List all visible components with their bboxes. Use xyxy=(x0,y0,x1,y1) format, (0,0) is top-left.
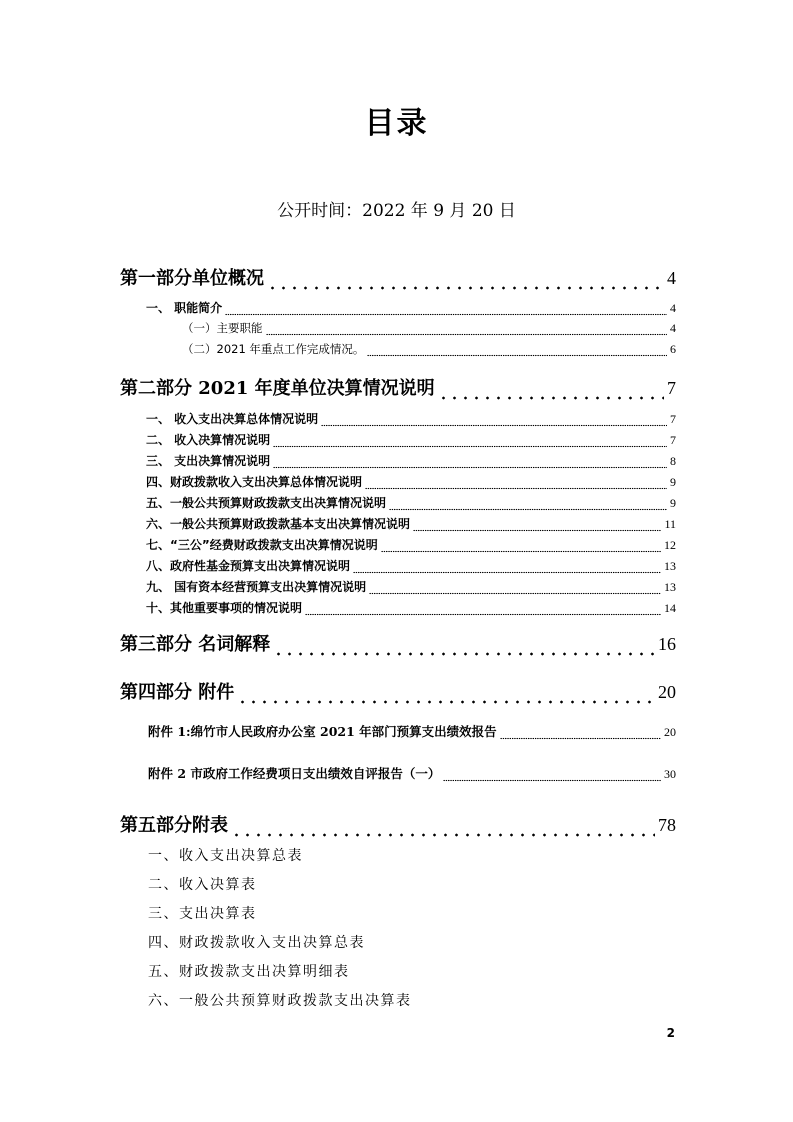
toc-leader-dots xyxy=(369,583,661,595)
toc-item-page: 8 xyxy=(670,454,676,468)
toc-item-label: 六、一般公共预算财政拨款基本支出决算情况说明 xyxy=(146,517,411,531)
toc-leader-dots xyxy=(365,478,667,490)
toc-part5[interactable] xyxy=(120,811,676,837)
toc-item[interactable] xyxy=(146,452,676,469)
toc-item-label: 二、 收入决算情况说明 xyxy=(146,433,271,447)
toc-part2-page: 7 xyxy=(667,378,676,398)
toc-item-label: 一、 收入支出决算总体情况说明 xyxy=(146,412,319,426)
toc-item[interactable] xyxy=(146,494,676,511)
toc-part5-page: 78 xyxy=(658,815,676,835)
toc-item[interactable] xyxy=(146,473,676,490)
toc-item[interactable] xyxy=(146,515,676,532)
toc-leader-dots xyxy=(443,770,661,782)
toc-item-label: （二）2021 年重点工作完成情况。 xyxy=(182,342,365,356)
toc-part3[interactable] xyxy=(120,630,676,656)
toc-part4-label: 第四部分 附件 xyxy=(120,682,235,703)
toc-leader-dots xyxy=(225,304,667,316)
toc-item-label: 三、 支出决算情况说明 xyxy=(146,454,271,468)
toc-leader-dots xyxy=(273,436,667,448)
toc-item-page: 6 xyxy=(670,342,676,356)
toc-leader-dots xyxy=(367,345,667,357)
annex-table-item: 二、收入决算表 xyxy=(148,877,257,893)
toc-item-label: 九、 国有资本经营预算支出决算情况说明 xyxy=(146,580,367,594)
toc-item-page: 12 xyxy=(664,538,676,552)
toc-attachment-label: 附件 1:绵竹市人民政府办公室 2021 年部门预算支出绩效报告 xyxy=(148,724,497,739)
toc-item-page: 13 xyxy=(664,559,676,573)
toc-attachment-page: 30 xyxy=(664,767,676,781)
toc-item-page: 7 xyxy=(670,433,676,447)
toc-item-label: 五、一般公共预算财政拨款支出决算情况说明 xyxy=(146,496,387,510)
toc-item[interactable] xyxy=(182,341,676,357)
toc-part5-label: 第五部分附表 xyxy=(120,815,228,836)
toc-item[interactable] xyxy=(182,320,676,336)
toc-attachment-label: 附件 2 市政府工作经费项日支出绩效自评报告（一） xyxy=(148,766,441,781)
toc-attachment[interactable] xyxy=(148,722,676,740)
toc-leader-dots xyxy=(273,636,655,656)
toc-leader-dots xyxy=(231,817,655,837)
toc-item-page: 9 xyxy=(670,475,676,489)
toc-item-label: 八、政府性基金预算支出决算情况说明 xyxy=(146,559,351,573)
toc-item-label: （一）主要职能 xyxy=(182,321,263,335)
toc-part3-label: 第三部分 名词解释 xyxy=(120,634,271,655)
toc-item[interactable] xyxy=(146,599,676,616)
toc-leader-dots xyxy=(438,380,664,400)
toc-item-page: 14 xyxy=(664,601,676,615)
toc-leader-dots xyxy=(237,684,655,704)
toc-part2-label: 第二部分 2021 年度单位决算情况说明 xyxy=(120,378,435,399)
toc-leader-dots xyxy=(413,520,661,532)
toc-item-page: 13 xyxy=(664,580,676,594)
toc-item[interactable] xyxy=(146,578,676,595)
publish-date: 公开时间：2022 年 9 月 20 日 xyxy=(277,201,516,221)
toc-leader-dots xyxy=(381,541,661,553)
toc-leader-dots xyxy=(305,604,661,616)
toc-part2[interactable] xyxy=(120,374,676,400)
toc-item-label: 十、其他重要事项的情况说明 xyxy=(146,601,303,615)
toc-part4[interactable] xyxy=(120,678,676,704)
annex-table-item: 一、收入支出决算总表 xyxy=(148,848,303,864)
annex-table-item: 六、一般公共预算财政拨款支出决算表 xyxy=(148,993,412,1009)
toc-item[interactable] xyxy=(146,431,676,448)
toc-item[interactable] xyxy=(146,536,676,553)
toc-item-label: 四、财政拨款收入支出决算总体情况说明 xyxy=(146,475,363,489)
toc-part1-page: 4 xyxy=(667,268,676,288)
toc-item-page: 9 xyxy=(670,496,676,510)
toc-item-page: 4 xyxy=(670,321,676,335)
toc-item[interactable] xyxy=(146,299,676,316)
annex-table-item: 三、支出决算表 xyxy=(148,906,257,922)
toc-item-page: 11 xyxy=(664,517,676,531)
toc-part4-page: 20 xyxy=(658,682,676,702)
annex-table-item: 四、财政拨款收入支出决算总表 xyxy=(148,935,365,951)
toc-part3-page: 16 xyxy=(658,634,676,654)
toc-attachment-page: 20 xyxy=(664,725,676,739)
annex-table-item: 五、财政拨款支出决算明细表 xyxy=(148,964,350,980)
toc-item[interactable] xyxy=(146,557,676,574)
toc-leader-dots xyxy=(273,457,667,469)
toc-part1[interactable] xyxy=(120,264,676,290)
toc-leader-dots xyxy=(321,415,667,427)
toc-leader-dots xyxy=(500,728,661,740)
toc-attachment[interactable] xyxy=(148,764,676,782)
page-number: 2 xyxy=(666,1026,675,1040)
toc-item-label: 一、 职能简介 xyxy=(146,301,223,315)
page-title: 目录 xyxy=(364,106,429,141)
toc-leader-dots xyxy=(389,499,667,511)
toc-part1-label: 第一部分单位概况 xyxy=(120,268,264,289)
toc-item-label: 七、“三公”经费财政拨款支出决算情况说明 xyxy=(146,538,378,552)
toc-item-page: 4 xyxy=(670,301,676,315)
toc-item[interactable] xyxy=(146,410,676,427)
toc-item-page: 7 xyxy=(670,412,676,426)
toc-leader-dots xyxy=(267,270,664,290)
toc-leader-dots xyxy=(266,324,668,336)
toc-leader-dots xyxy=(353,562,661,574)
